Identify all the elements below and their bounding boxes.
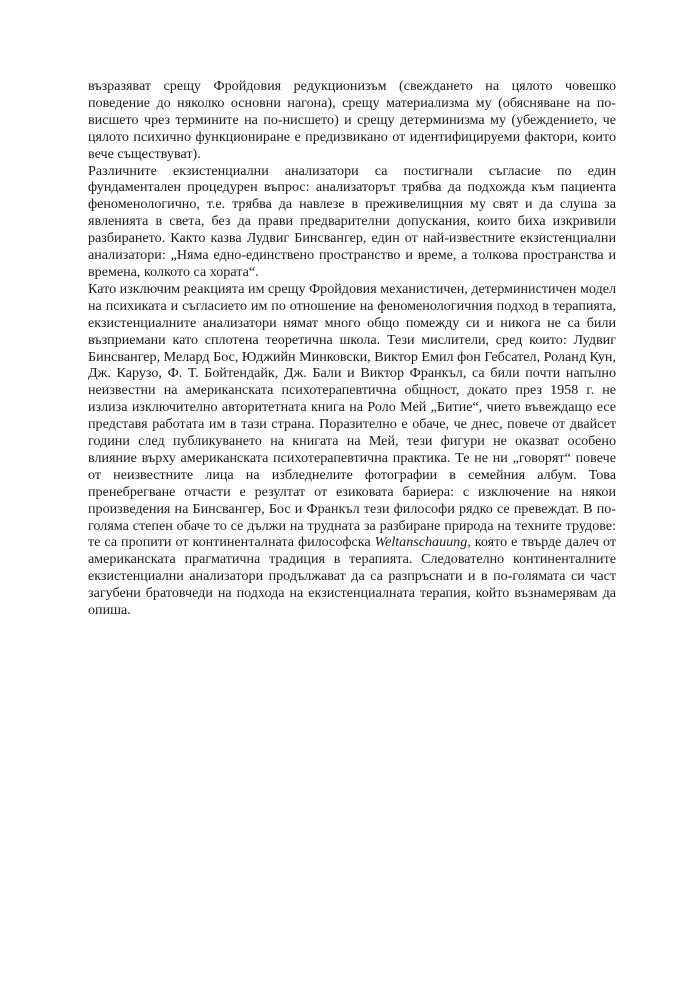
- paragraph-2: Различните екзистенциални анализатори са постигнали съгласие по един фундаментален процедурен въпрос: анализаторът трябва да подхожда към пациента феноменологично, т.е. трябва да навлезе в преживелищния му свят и да слуша за явленията в света, без да прави предварителни допускания, които биха изкривили разбирането. Както казва Лудвиг Бинсвангер, един от най-известните екзистенциални анализатори: „Няма едно-единствено пространство и време, а толкова пространства и времена, колкото са хората“.: [88, 162, 616, 280]
- paragraph-1: възразяват срещу Фройдовия редукционизъм (свеждането на цялото човешко поведение до няколко основни нагона), срещу материализма му (обясняване на по-висшето чрез термините на по-нисшето) и срещу детерминизма му (убеждението, че цялото психично функциониране е предизвикано от идентифицируеми фактори, които вече съществуват).: [88, 78, 616, 162]
- paragraph-3-text-end: която е твърде далеч от американската прагматична традиция в терапията. Следователно континенталните екзистенциални анализатори продължават да са разпръснати и в по-голямата си част загубени братовчеди на подхода на екзистенциалната терапия, който възнамерявам да опиша.: [88, 534, 616, 619]
- body-text: [88, 78, 616, 619]
- paragraph-3-italic-term: Weltanschauung,: [374, 534, 471, 551]
- paragraph-3: [88, 281, 616, 619]
- paragraph-3-text-start: Като изключим реакцията им срещу Фройдовия механистичен, детерминистичен модел на психиката и съгласието им по отношение на феноменологичния подход в терапията, екзистенциалните анализатори нямат много общо помежду си и никога не са били възприемани като сплотена теоретична школа. Тези мислители, сред които: Лудвиг Бинсвангер, Мелард Бос, Юджийн Минковски, Виктор Емил фон Гебсател, Роланд Кун, Дж. Карузо, Ф. Т. Бойтендайк, Дж. Бали и Виктор Франкъл, са били почти напълно неизвестни на американската психотерапевтична общност, докато през 1958 г. не излиза изключително авторитетната книга на Роло Мей „Битие“, чието въвеждащо есе представя работата им в тази страна. Поразително е обаче, че днес, повече от двайсет години след публикуването на книгата на Мей, тези фигури не оказват особено влияние върху американската психотерапевтична практика. Те не ни „говорят“ повече от неизвестните лица на избледнелите фотографии в семейния албум. Това пренебрегване отчасти е резултат от езиковата бариера: с изключение на някои произведения на Бинсвангер, Бос и Франкъл тези философи рядко се превеждат. В по-голяма степен обаче то се дължи на трудната за разбиране природа на техните трудове: те са пропити от континенталната философска: [88, 280, 616, 551]
